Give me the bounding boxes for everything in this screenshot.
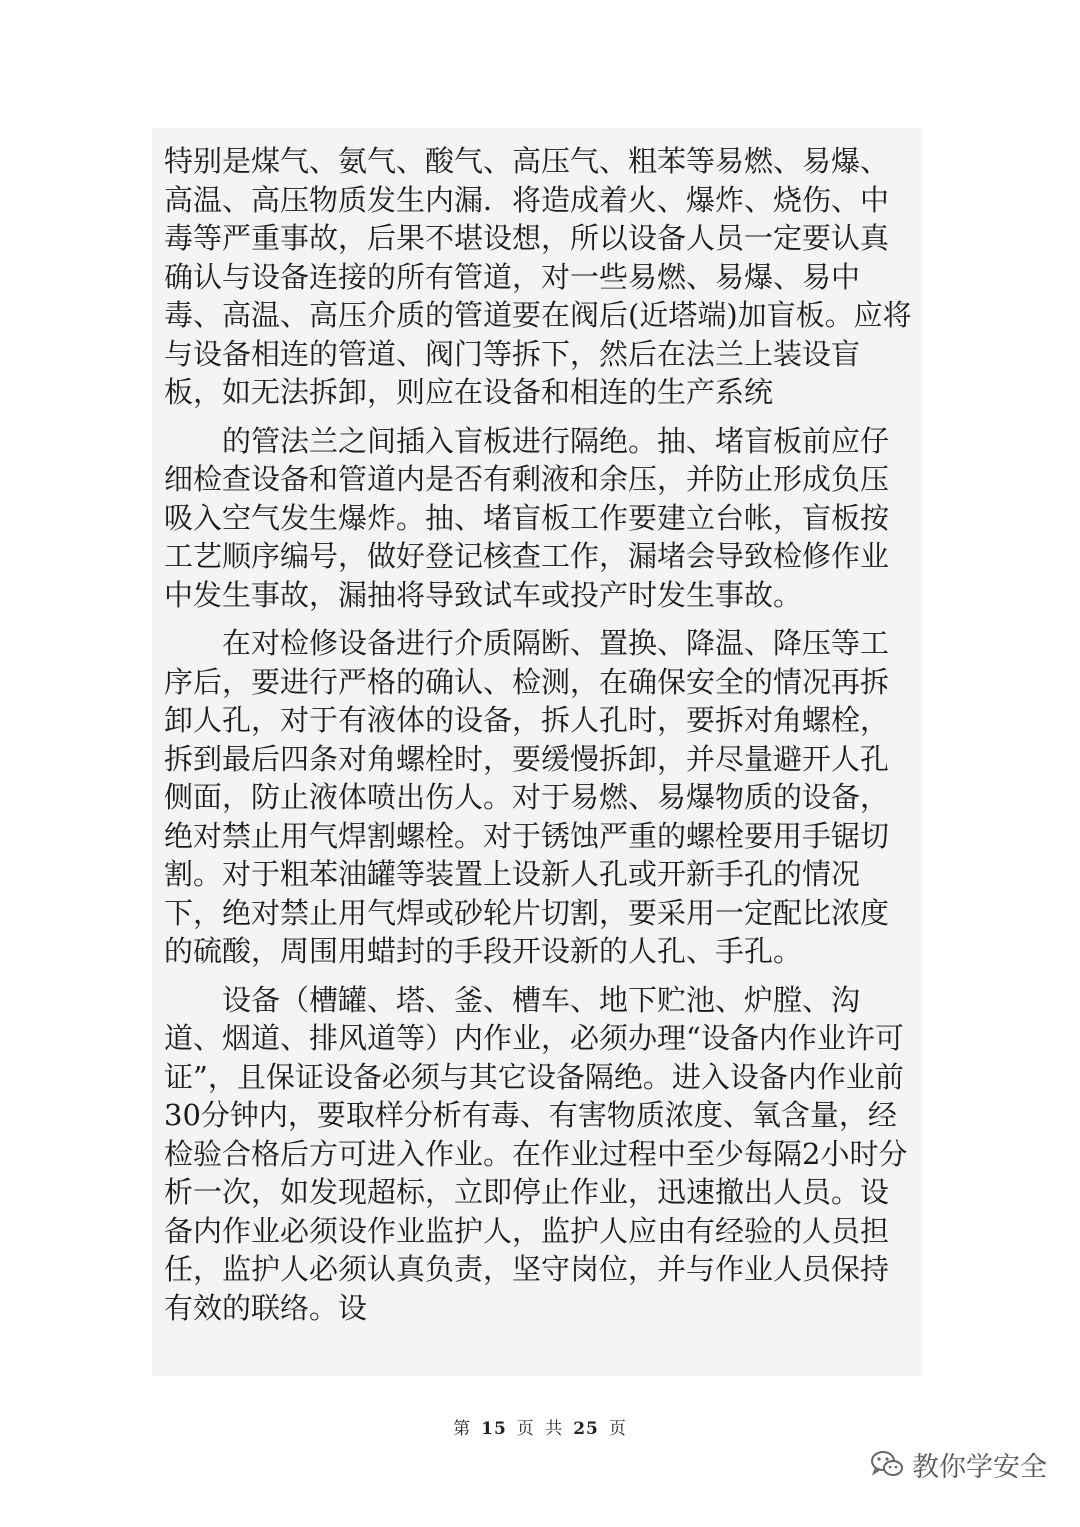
footer-suffix: 页 [608, 1419, 627, 1439]
watermark [870, 1444, 1047, 1484]
paragraph-3: 在对检修设备进行介质隔断、置换、降温、降压等工序后，要进行严格的确认、检测，在确保安全的情况再拆卸人孔，对于有液体的设备，拆人孔时，要拆对角螺栓，拆到最后四条对角螺栓时，要缓慢拆卸，并尽量避开人孔侧面，防止液体喷出伤人。对于易燃、易爆物质的设备，绝对禁止用气焊割螺栓。对于锈蚀严重的螺栓要用手锯切割。对于粗苯油罐等装置上设新人孔或开新手孔的情况下，绝对禁止用气焊或砂轮片切割，要采用一定配比浓度的硫酸，周围用蜡封的手段开设新的人孔、手孔。 [164, 626, 890, 968]
document-body [164, 142, 916, 1327]
footer-total-pages: 25 [573, 1419, 599, 1439]
footer-page-number: 15 [481, 1419, 507, 1439]
paragraph-1: 特别是煤气、氨气、酸气、高压气、粗苯等易燃、易爆、高温、高压物质发生内漏．将造成着火、爆炸、烧伤、中毒等严重事故，后果不堪设想，所以设备人员一定要认真确认与设备连接的所有管道，对一些易燃、易爆、易中毒、高温、高压介质的管道要在阀后(近塔端)加盲板。应将与设备相连的管道、阀门等拆下，然后在法兰上装设盲板，如无法拆卸，则应在设备和相连的生产系统 [164, 144, 912, 409]
footer-page-label: 页 [516, 1419, 535, 1439]
paragraph-4: 设备（槽罐、塔、釜、槽车、地下贮池、炉膛、沟道、烟道、排风道等）内作业，必须办理“设备内作业许可证”，且保证设备必须与其它设备隔绝。进入设备内作业前30分钟内，要取样分析有毒、有害物质浓度、氧含量，经检验合格后方可进入作业。在作业过程中至少每隔2小时分析一次，如发现超标，立即停止作业，迅速撤出人员。设备内作业必须设作业监护人，监护人应由有经验的人员担任，监护人必须认真负责，坚守岗位，并与作业人员保持有效的联络。设 [164, 982, 908, 1325]
watermark-text: 教你学安全 [912, 1451, 1047, 1483]
footer-total-prefix: 共 [545, 1419, 564, 1439]
wechat-icon [870, 1449, 904, 1479]
footer-prefix: 第 [453, 1419, 472, 1439]
page-footer [0, 1414, 1080, 1439]
paragraph-2: 的管法兰之间插入盲板进行隔绝。抽、堵盲板前应仔细检查设备和管道内是否有剩液和余压，并防止形成负压吸入空气发生爆炸。抽、堵盲板工作要建立台帐，盲板按工艺顺序编号，做好登记核查工作，漏堵会导致检修作业中发生事故，漏抽将导致试车或投产时发生事故。 [164, 423, 890, 612]
